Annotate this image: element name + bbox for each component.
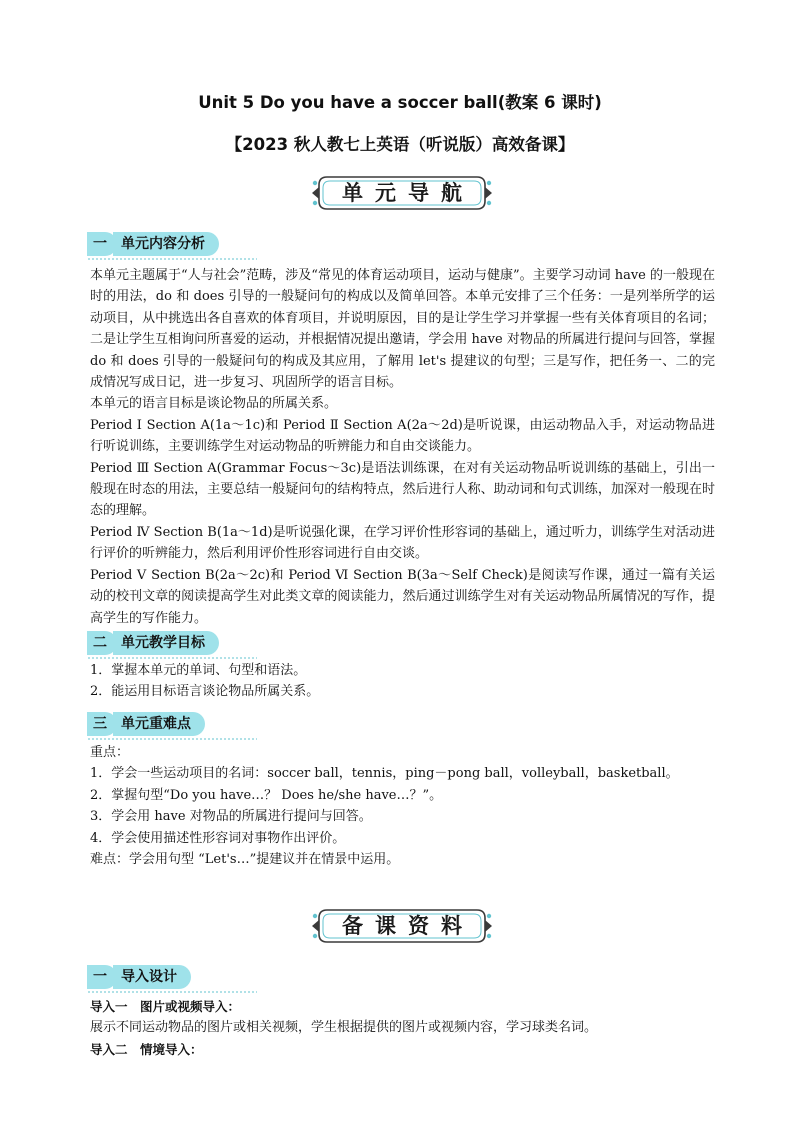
section-number: 一 — [87, 965, 117, 989]
unit-navigation-banner — [311, 173, 493, 213]
key-points-list — [90, 742, 715, 870]
dotted-underline — [87, 657, 257, 659]
section-number: 三 — [87, 712, 117, 736]
list-item: 重点： — [90, 745, 130, 760]
dotted-underline — [87, 738, 257, 740]
section-number: 二 — [87, 631, 117, 655]
banner-title: 备课资料 — [342, 913, 474, 938]
section-label: 单元重难点 — [113, 712, 205, 736]
list-item: 1．学会一些运动项目的名词：soccer ball，tennis，ping－pong ball，volleyball，basketball。 — [90, 766, 679, 782]
paragraph: 本单元主题属于“人与社会”范畴，涉及“常见的体育运动项目，运动与健康”。主要学习动词 have 的一般现在时的用法，do 和 does 引导的一般疑问句的构成以及简单回答。本单元安排了三个任务：一是列举所学的运动项目，从中挑选出各自喜欢的体育项目，并说明原因，目的是让学生学习并掌握一些有关体育项目的名词；二是让学生互相询问所喜爱的运动，并根据情况提出邀请，学会用 have 对物品的所属进行提问与回答，掌握 do 和 does 引导的一般疑问句的构成及其应用，了解用 let's 提建议的句型；三是写作，把任务一、二的完成情况写成日记，进一步复习、巩固所学的语言目标。 — [90, 268, 716, 391]
teaching-goals-list — [90, 660, 715, 703]
intro-heading: 导入一 图片或视频导入： — [90, 999, 241, 1014]
paragraph: Period Ⅴ Section B(2a～2c)和 Period Ⅵ Section B(3a～Self Check)是阅读写作课，通过一篇有关运动的校刊文章的阅读提高学生对此类文章的阅读能力，然后通过训练学生对有关运动物品所属情况的写作，提高学生的写作能力。 — [90, 567, 715, 626]
section-label: 导入设计 — [113, 965, 191, 989]
paragraph: Period Ⅲ Section A(Grammar Focus～3c)是语法训练课，在对有关运动物品听说训练的基础上，引出一般现在时态的用法，主要总结一般疑问句的结构特点，然后进行人称、助动词和句式训练，加深对一般现在时态的理解。 — [90, 460, 715, 519]
dotted-underline — [87, 258, 257, 260]
intro-heading: 导入二 情境导入： — [90, 1041, 203, 1057]
list-item: 3．学会用 have 对物品的所属进行提问与回答。 — [90, 809, 372, 825]
section-label: 单元教学目标 — [113, 631, 219, 655]
paragraph: 本单元的语言目标是谈论物品的所属关系。 — [90, 396, 338, 412]
list-item: 2．能运用目标语言谈论物品所属关系。 — [90, 684, 320, 700]
list-item: 难点：学会用句型 “Let's…”提建议并在情景中运用。 — [90, 852, 400, 868]
lesson-materials-banner — [311, 906, 493, 946]
intro-design-body — [90, 996, 715, 1060]
list-item: 4．学会使用描述性形容词对事物作出评价。 — [90, 830, 346, 846]
page-title: Unit 5 Do you have a soccer ball(教案 6 课时) — [198, 93, 602, 112]
page-subtitle: 【2023 秋人教七上英语（听说版）高效备课】 — [225, 135, 575, 154]
dotted-underline — [87, 991, 257, 993]
content-analysis-body — [90, 265, 715, 629]
section-number: 一 — [87, 232, 117, 256]
list-item: 2．掌握句型“Do you have…？ Does he/she have…？”。 — [90, 787, 443, 803]
banner-title: 单元导航 — [342, 180, 474, 205]
list-item: 1．掌握本单元的单词、句型和语法。 — [90, 663, 307, 678]
paragraph: Period Ⅰ Section A(1a～1c)和 Period Ⅱ Section A(2a～2d)是听说课，由运动物品入手，对运动物品进行听说训练，主要训练学生对运动物品的听辨能力和自由交谈能力。 — [90, 417, 715, 455]
paragraph: Period Ⅳ Section B(1a～1d)是听说强化课，在学习评价性形容词的基础上，通过听力，训练学生对活动进行评价的听辨能力，然后利用评价性形容词进行自由交谈。 — [90, 524, 715, 562]
paragraph: 展示不同运动物品的图片或相关视频，学生根据提供的图片或视频内容，学习球类名词。 — [90, 1020, 598, 1036]
section-label: 单元内容分析 — [113, 232, 219, 256]
